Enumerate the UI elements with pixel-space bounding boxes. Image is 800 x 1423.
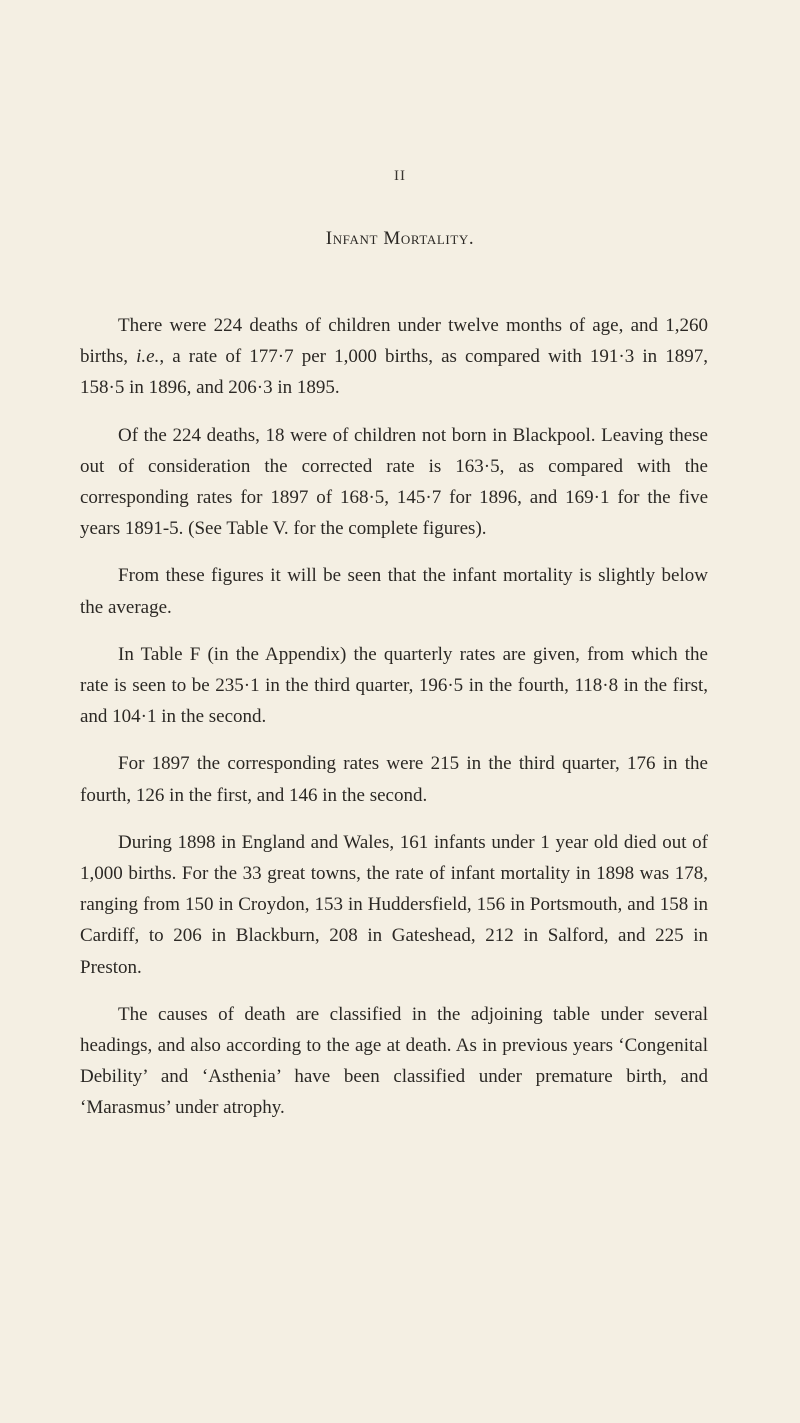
- section-heading: Infant Mortality.: [325, 228, 475, 249]
- paragraph-6: During 1898 in England and Wales, 161 infants under 1 year old died out of 1,000 births. For the 33 great towns, the rate of infant mortality in 1898 was 178, ranging from 150 in Croydon, 153 in Huddersfield, 156 in Portsmouth, and 158 in Cardiff, to 206 in Blackburn, 208 in Gateshead, 212 in Salford, and 225 in Preston.: [80, 831, 708, 978]
- paragraph-2: Of the 224 deaths, 18 were of children not born in Blackpool. Leaving these out of consideration the corrected rate is 163·5, as compared with the corresponding rates for 1897 of 168·5, 145·7 for 1896, and 169·1 for the five years 1891-5. (See Table V. for the complete figures).: [80, 424, 708, 540]
- paragraph-5: For 1897 the corresponding rates were 215 in the third quarter, 176 in the fourth, 126 in the first, and 146 in the second.: [80, 753, 708, 806]
- paragraph-1-text-end: , a rate of 177·7 per 1,000 births, as compared with 191·3 in 1897, 158·5 in 1896, and 206·3 in 1895.: [80, 346, 708, 399]
- paragraph-1-text-start: There were 224 deaths of children under twelve months of age, and 1,260 births,: [80, 315, 708, 368]
- paragraph-4: In Table F (in the Appendix) the quarterly rates are given, from which the rate is seen to be 235·1 in the third quarter, 196·5 in the fourth, 118·8 in the first, and 104·1 in the second.: [80, 643, 708, 728]
- paragraph-7: The causes of death are classified in the adjoining table under several headings, and also according to the age at death. As in previous years ‘Congenital Debility’ and ‘Asthenia’ have been classified under premature birth, and ‘Marasmus’ under atrophy.: [80, 1003, 708, 1119]
- italic-ie: i.e.: [136, 346, 160, 368]
- page-number: II: [394, 168, 406, 184]
- paragraph-3: From these figures it will be seen that the infant mortality is slightly below the average.: [80, 565, 708, 618]
- paragraph-1: [80, 310, 708, 404]
- body-text: [80, 310, 708, 1140]
